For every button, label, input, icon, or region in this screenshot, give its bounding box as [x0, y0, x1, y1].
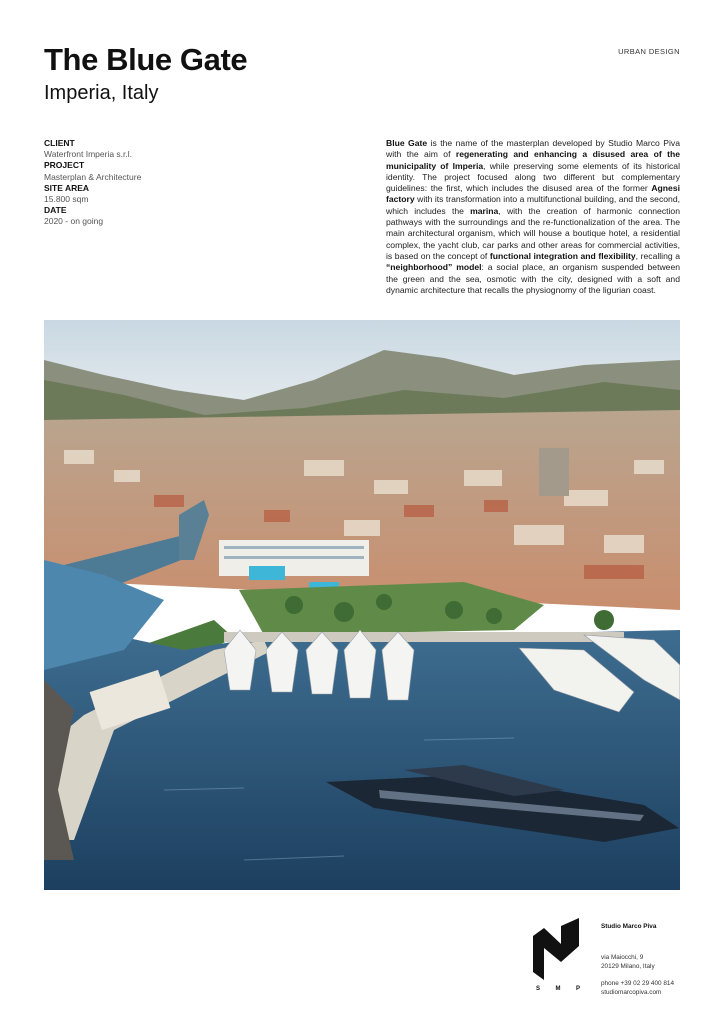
date-value: 2020 - on going — [44, 216, 104, 227]
logo-letter: P — [575, 986, 580, 992]
logo-letter: M — [555, 986, 561, 992]
site-area-label: SITE AREA — [44, 182, 90, 193]
studio-name: Studio Marco Piva — [601, 923, 657, 930]
description-bold: “neighborhood” model — [386, 262, 482, 273]
description-text: with its transformation into a multifunctional building, and the second, which includes the — [386, 194, 680, 216]
aerial-render-image — [44, 320, 680, 890]
footer-contact — [601, 923, 711, 997]
logo-letters — [536, 986, 580, 992]
description-bold: Agnesi factory — [386, 183, 680, 205]
address-line-1: via Maiocchi, 9 — [601, 954, 644, 962]
project-description — [386, 138, 680, 296]
client-value: Waterfront Imperia s.r.l. — [44, 149, 133, 160]
category-label: URBAN DESIGN — [618, 47, 680, 56]
phone-number: phone +39 02 29 400 814 — [601, 980, 675, 988]
project-value: Masterplan & Architecture — [44, 171, 142, 182]
description-text: : a social place, an organism suspended between the green and the sea, osmotic with the city, designed with a soft and dynamic architecture that recalls the physiognomy of the ligurian coast. — [386, 262, 680, 295]
smp-logo-mark — [533, 918, 579, 980]
logo-letter: S — [536, 986, 541, 992]
website-link[interactable]: studiomarcopiva.com — [601, 988, 662, 996]
description-bold: regenerating and enhancing a disused area of the municipality of Imperia — [386, 149, 680, 171]
description-text: , while preserving some elements of its historical identity. The project focused along two different but complementary guidelines: the first, which includes the disused area of the former — [386, 160, 680, 194]
client-label: CLIENT — [44, 138, 75, 148]
page-title: The Blue Gate — [44, 42, 248, 77]
site-area-value: 15.800 sqm — [44, 194, 89, 205]
description-text: , recalling a — [635, 250, 680, 261]
description-text: , with the creation of harmonic connection pathways with the surroundings and the re-functionalization of the area. The main architectural organism, which will house a boutique hotel, a residential complex, the yacht club, car parks and other areas for commercial activities, is based on the concept of — [386, 205, 680, 261]
aerial-render-illustration — [44, 320, 680, 890]
description-bold: marina — [470, 205, 499, 216]
description-bold: Blue Gate — [386, 138, 428, 148]
description-bold: functional integration and flexibility — [489, 250, 636, 261]
description-text: is the name of the masterplan developed by Studio Marco Piva with the aim of — [386, 138, 680, 160]
address-line-2: 20129 Milano, Italy — [601, 962, 655, 970]
date-label: DATE — [44, 205, 67, 216]
page-subtitle: Imperia, Italy — [44, 82, 159, 104]
project-info — [44, 138, 244, 228]
project-label: PROJECT — [44, 160, 85, 171]
